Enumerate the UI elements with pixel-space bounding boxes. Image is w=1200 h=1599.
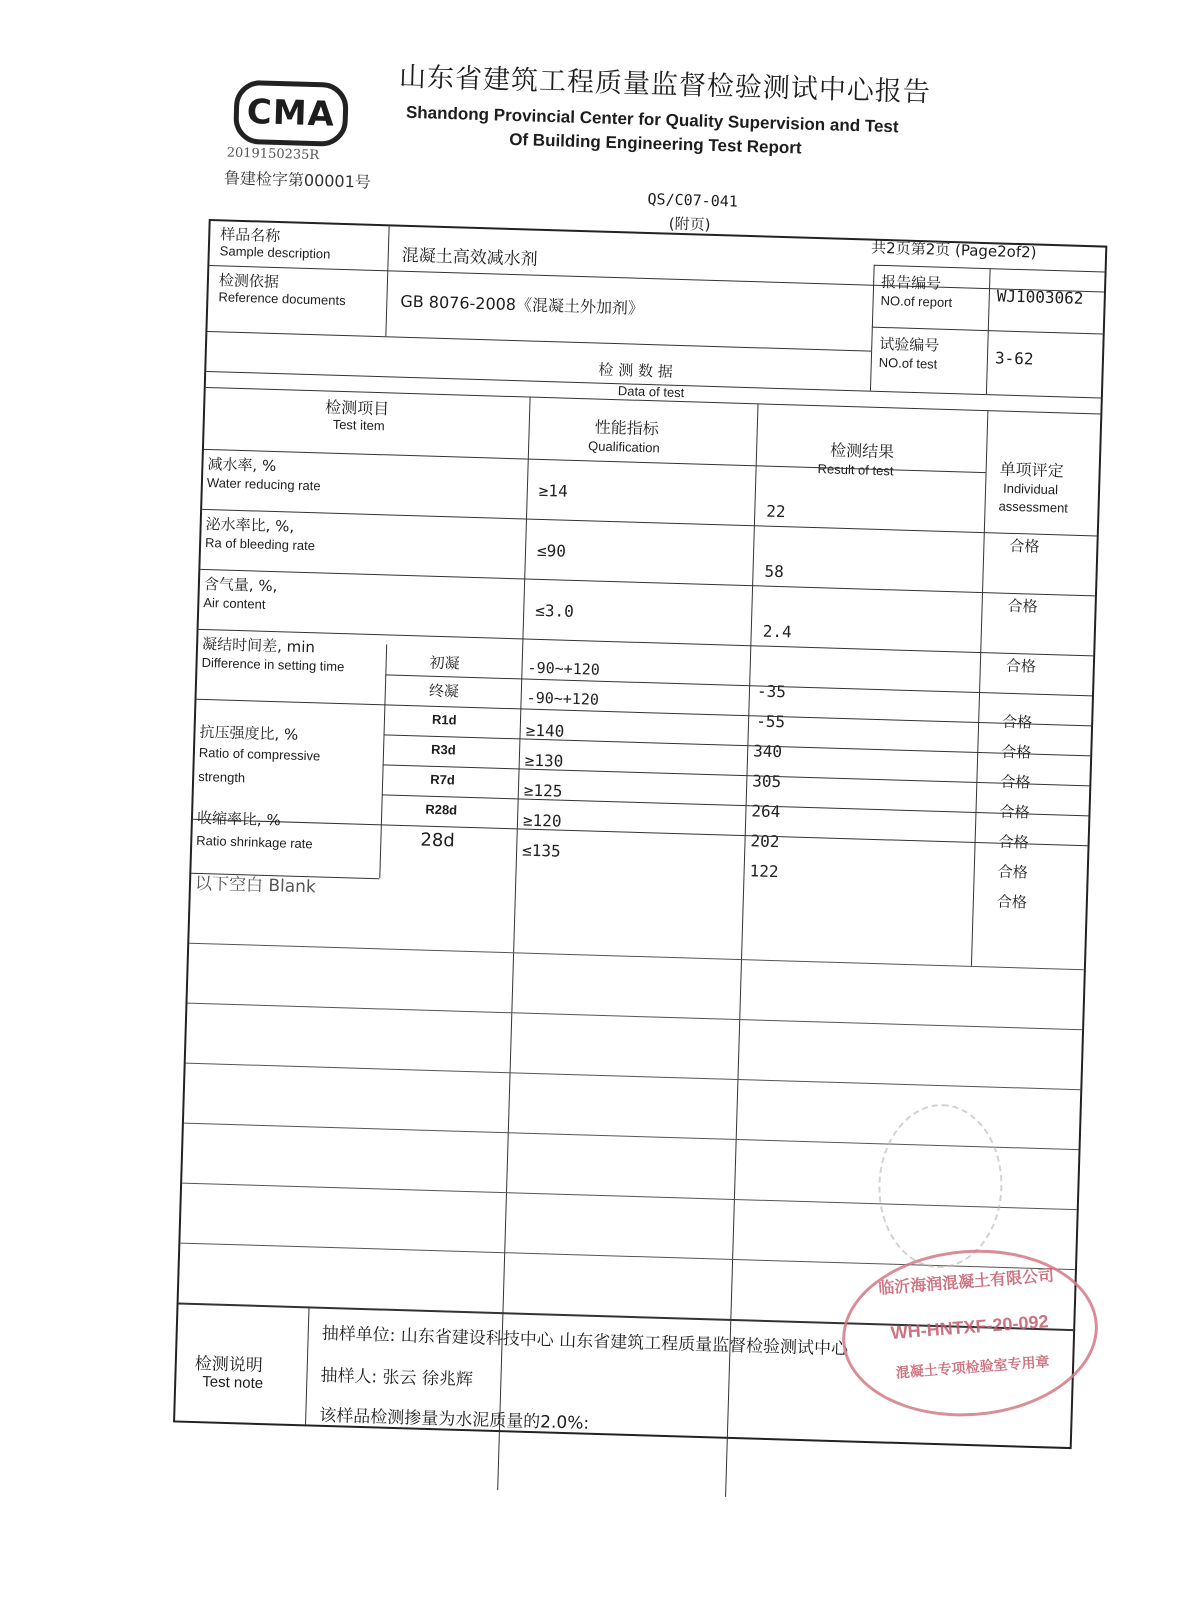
row-7-sub: R7d — [430, 771, 456, 788]
test-no-label-en: NO.of test — [878, 354, 938, 372]
row-3-item-cn: 凝结时间差, min — [201, 634, 316, 657]
blank-label: 以下空白 Blank — [194, 873, 317, 898]
stamp-top-text: 临沂海润混凝土有限公司 — [877, 1265, 1055, 1298]
row-3-sub: 初凝 — [429, 653, 460, 673]
row-5-item-en: Ratio of compressive — [198, 744, 321, 764]
report-title-en-1: Shandong Provincial Center for Quality Supervision and Test — [405, 102, 899, 137]
row-0-qual: ≥14 — [538, 480, 569, 501]
report-no-value: WJ1003062 — [996, 286, 1084, 308]
row-2-result: 2.4 — [762, 621, 792, 642]
sample-label-cn: 样品名称 — [220, 225, 281, 246]
annex-label: (附页) — [668, 214, 711, 234]
row-1-assess: 合格 — [1007, 596, 1038, 616]
row-4-sub: 终凝 — [428, 681, 460, 701]
col-qual-cn: 性能指标 — [594, 417, 660, 439]
note-line-2: 抽样人: 张云 徐兆辉 — [320, 1365, 474, 1391]
row-0-item-cn: 减水率, % — [207, 455, 277, 476]
row-9-item-cn: 收缩率比, % — [196, 808, 282, 830]
row-8-result: 202 — [750, 831, 780, 852]
row-9-item-en: Ratio shrinkage rate — [196, 832, 313, 852]
report-no-label-en: NO.of report — [880, 292, 953, 311]
cert-number: 2019150235R — [226, 145, 320, 164]
row-8-sub: R28d — [425, 801, 458, 818]
note-line-1: 抽样单位: 山东省建设科技中心 山东省建筑工程质量监督检验测试中心 — [321, 1323, 849, 1360]
row-6-assess: 合格 — [999, 802, 1030, 822]
col-assess-cn: 单项评定 — [999, 459, 1064, 481]
row-6-sub: R3d — [430, 741, 456, 758]
row-4-result: -55 — [755, 711, 786, 732]
col-item-en: Test item — [332, 416, 385, 434]
row-5-item-cn: 抗压强度比, % — [199, 722, 299, 744]
row-6-qual: ≥130 — [524, 750, 564, 771]
col-assess-en-1: Individual — [1002, 480, 1059, 498]
row-5-assess: 合格 — [1000, 772, 1031, 792]
row-9-result: 122 — [749, 861, 779, 882]
reference-value: GB 8076-2008《混凝土外加剂》 — [400, 291, 645, 318]
data-section-title-cn: 检 测 数 据 — [598, 360, 674, 381]
col-result-en: Result of test — [817, 461, 894, 479]
cma-logo: CMA — [233, 80, 349, 147]
row-9-assess: 合格 — [996, 892, 1028, 912]
report-no-label-cn: 报告编号 — [880, 272, 942, 293]
row-7-result: 264 — [751, 801, 781, 822]
stamp-code: WH-HNTXF-20-092 — [890, 1311, 1050, 1343]
form-number: QS/C07-041 — [647, 189, 739, 211]
test-no-value: 3-62 — [994, 348, 1034, 369]
row-7-qual: ≥125 — [523, 780, 563, 801]
report-title-en-2: Of Building Engineering Test Report — [508, 129, 802, 158]
row-1-qual: ≤90 — [536, 540, 567, 561]
row-5-qual: ≥140 — [525, 720, 565, 741]
row-9-sub: 28d — [420, 829, 456, 852]
report-title-cn: 山东省建筑工程质量监督检验测试中心报告 — [398, 61, 932, 109]
row-2-item-en: Air content — [203, 594, 266, 612]
row-6-item-en: strength — [197, 768, 246, 786]
row-2-qual: ≤3.0 — [535, 600, 575, 621]
row-0-assess: 合格 — [1009, 536, 1040, 556]
row-1-item-cn: 泌水率比, %, — [205, 515, 295, 536]
note-line-3: 该样品检测掺量为水泥质量的2.0%: — [318, 1405, 590, 1434]
note-label-en: Test note — [201, 1373, 264, 1393]
data-section-title-en: Data of test — [617, 383, 685, 401]
row-9-qual: ≤135 — [521, 840, 561, 861]
col-item-cn: 检测项目 — [324, 397, 390, 419]
row-4-assess: 合格 — [1001, 742, 1032, 762]
row-3-assess: 合格 — [1001, 712, 1033, 732]
row-5-result: 340 — [752, 741, 783, 762]
reference-label-cn: 检测依据 — [218, 271, 280, 292]
row-1-result: 58 — [764, 561, 785, 582]
row-0-result: 22 — [766, 501, 786, 522]
col-qual-en: Qualification — [587, 438, 660, 456]
row-3-result: -35 — [756, 681, 787, 702]
cert-line: 鲁建检字第00001号 — [223, 168, 372, 192]
row-3-item-en: Difference in setting time — [201, 654, 345, 675]
sample-value: 混凝土高效减水剂 — [401, 245, 538, 270]
row-0-item-en: Water reducing rate — [206, 475, 321, 494]
row-3-qual: -90~+120 — [527, 658, 601, 679]
row-2-assess: 合格 — [1005, 656, 1037, 676]
note-label-cn: 检测说明 — [194, 1354, 264, 1377]
col-result-cn: 检测结果 — [829, 440, 895, 462]
stamp-bottom-text: 混凝土专项检验室专用章 — [895, 1354, 1051, 1382]
row-6-result: 305 — [752, 771, 782, 792]
row-8-assess: 合格 — [997, 862, 1029, 882]
row-7-assess: 合格 — [998, 832, 1029, 852]
row-5-sub: R1d — [431, 711, 457, 728]
page-count: 共2页第2页 (Page2of2) — [870, 238, 1037, 262]
col-assess-en-2: assessment — [998, 498, 1069, 516]
test-no-label-cn: 试验编号 — [879, 334, 940, 355]
row-4-qual: -90~+120 — [526, 688, 600, 709]
reference-label-en: Reference documents — [218, 289, 346, 309]
row-8-qual: ≥120 — [522, 810, 562, 831]
row-1-item-en: Ra of bleeding rate — [204, 534, 316, 554]
row-2-item-cn: 含气量, %, — [203, 574, 278, 596]
sample-label-en: Sample description — [219, 243, 331, 262]
